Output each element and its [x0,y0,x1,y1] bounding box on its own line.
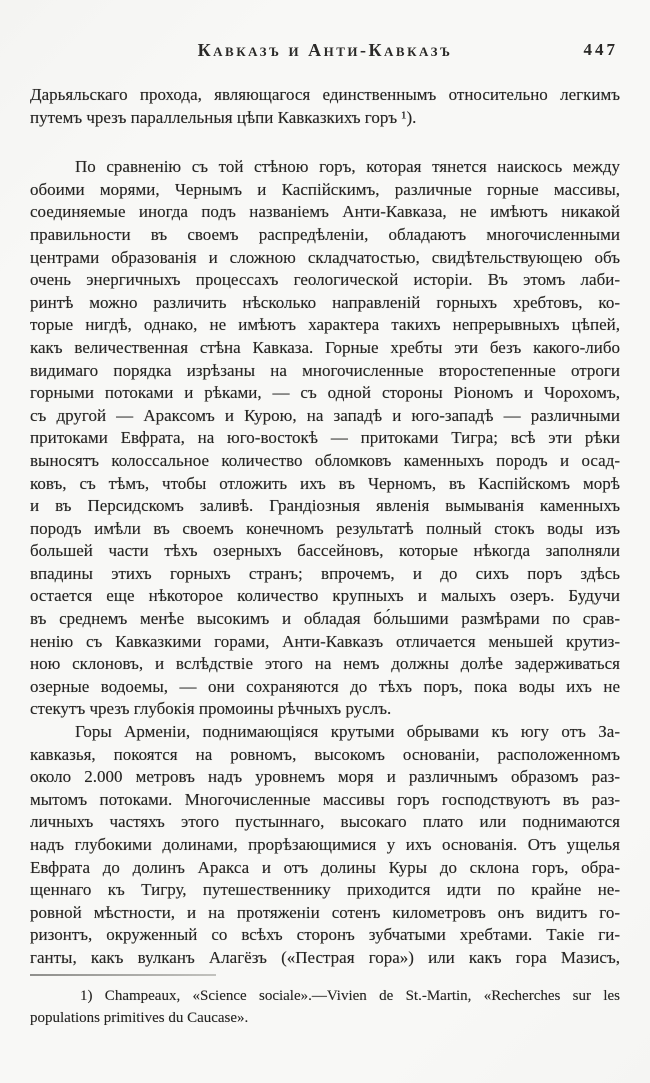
text-line: ровной мѣстности, и на протяженіи сотенъ километровъ онъ видитъ го- [30,902,620,922]
text-line: Горы Арменіи, поднимающіяся крутыми обрывами къ югу отъ За- [75,722,620,742]
text-line: ганты, какъ вулканъ Алагёзъ («Пестрая гора») или какъ гора Мазисъ, [30,947,620,967]
text-line: озерные водоемы, — они сохраняются до тѣхъ поръ, пока воды ихъ не [30,676,620,696]
text-line: какъ величественная стѣна Кавказа. Горные хребты эти безъ какого-либо [30,337,620,357]
text-line: торые нигдѣ, однако, не имѣютъ характера такихъ непрерывныхъ цѣпей, [30,315,620,335]
text-line: мытомъ потоками. Многочисленные массивы горъ господствуютъ въ раз- [30,789,620,809]
text-line: личныхъ частяхъ этого пустыннаго, высокаго плато или поднимаются [30,812,620,832]
text-line: Дарьяльскаго прохода, являющагося единственнымъ относительно легкимъ [30,85,620,104]
paragraph-continuation [30,84,620,129]
text-line: populations primitives du Caucase». [30,1009,249,1026]
text-line: По сравненію съ той стѣною горъ, которая тянется наискось между [75,157,620,177]
text-line: въ среднемъ менѣе высокимъ и обладая бо́льшими размѣрами по срав- [30,609,620,629]
text-line: горными потоками и рѣками, — съ одной стороны Ріономъ и Чорохомъ, [30,383,620,403]
text-line: и въ Персидскомъ заливѣ. Грандіозныя явленія вымыванія каменныхъ [30,496,620,516]
text-line: кавказья, покоятся на ровномъ, высокомъ основаніи, расположенномъ [30,744,620,764]
text-line: видимаго порядка изрѣзаны на многочисленные второстепенные отроги [30,360,620,380]
text-line: правильности въ своемъ распредѣленіи, обладаютъ многочисленными [30,224,620,244]
text-line: надъ глубокими долинами, прорѣзающимися у ихъ основанія. Отъ ущелья [30,835,620,854]
text-line: ризонтъ, окруженный со всѣхъ сторонъ зубчатыми хребтами. Такіе ги- [30,925,620,945]
footnote-text [30,986,620,1029]
footnote-rule [30,974,216,976]
text-line: Евфрата до долинъ Аракса и отъ долины Куры до склона горъ, обра- [30,857,620,877]
text-line: выносятъ колоссальное количество обломковъ каменныхъ породъ и осад- [30,450,620,470]
paragraph [30,721,620,970]
text-line: ринтѣ можно различить нѣсколько направленій горныхъ хребтовъ, ко- [30,292,620,312]
text-line: стекутъ чрезъ глубокія промоины рѣчныхъ руслъ. [30,699,392,719]
text-line: съ другой — Араксомъ и Курою, на западѣ и юго-западѣ — различными [30,405,620,425]
text-line: очень энергичныхъ процессахъ геологической исторіи. Въ этомъ лаби- [30,270,620,290]
text-line: центрами образованія и сложною складчатостью, свидѣтельствующею объ [30,247,620,267]
text-line: обоими морями, Чернымъ и Каспійскимъ, различные горные массивы, [30,179,620,199]
text-line: остается еще нѣкоторое количество крупныхъ и малыхъ озеръ. Будучи [30,586,620,606]
text-line: щеннаго къ Тигру, путешественнику приходится идти по крайне не- [30,880,620,900]
text-block [30,84,620,970]
text-line: впадины этихъ горныхъ странъ; впрочемъ, и до сихъ поръ здѣсь [30,563,620,583]
text-line: около 2.000 метровъ надъ уровнемъ моря и различнымъ образомъ раз- [30,767,620,787]
text-line: 1) Champeaux, «Science sociale».—Vivien de St.-Martin, «Recherches sur les [80,988,620,1004]
text-line: ною склоновъ, и вслѣдствіе этого на немъ должны долѣе задерживаться [30,654,620,674]
text-line: породъ имѣли въ своемъ конечномъ результатѣ полный стокъ воды изъ [30,518,620,538]
running-title: Кавказъ и Анти-Кавказъ [197,40,453,60]
page-header [30,40,620,64]
footnote-section [30,974,620,1029]
text-line: притоками Евфрата, на юго-востокѣ — притоками Тигра; всѣ эти рѣки [30,428,620,448]
text-line: большей части тѣхъ озерныхъ бассейновъ, которые нѣкогда заполняли [30,541,620,561]
page-number: 447 [583,40,618,59]
text-line: ковъ, съ тѣмъ, чтобы отложить ихъ въ Черномъ, въ Каспійскомъ морѣ [30,473,620,493]
text-line: соединяемые иногда подъ названіемъ Анти-Кавказа, не имѣютъ никакой [30,202,620,222]
text-line: путемъ чрезъ параллельныя цѣпи Кавказкихъ горъ ¹). [30,107,417,127]
paragraph [30,156,620,721]
text-line: ненію съ Кавказкими горами, Анти-Кавказъ отличается меньшей крутиз- [30,631,620,651]
